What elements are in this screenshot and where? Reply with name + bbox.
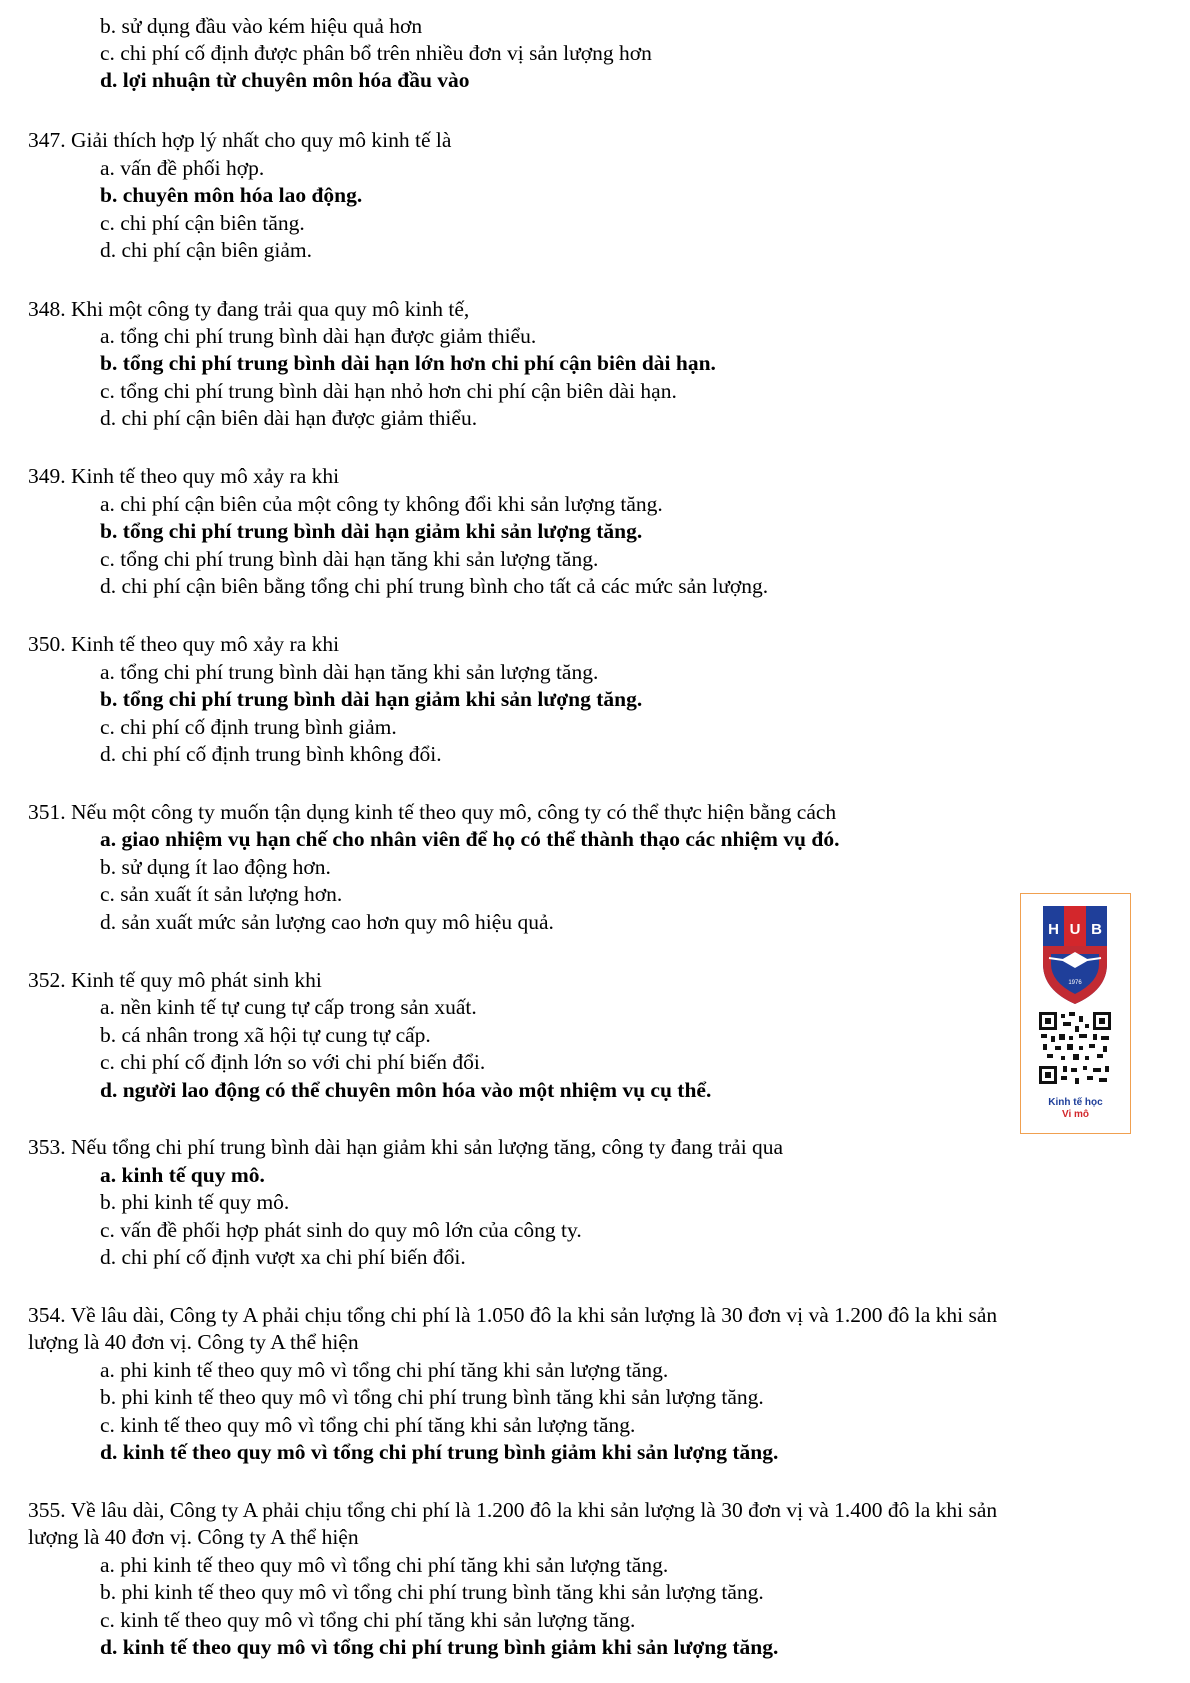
option-text: b. cá nhân trong xã hội tự cung tự cấp.	[100, 1023, 431, 1047]
option-text: c. tổng chi phí trung bình dài hạn tăng khi sản lượng tăng.	[100, 547, 599, 571]
option-text: a. tổng chi phí trung bình dài hạn được giảm thiểu.	[100, 324, 537, 348]
option-text: c. chi phí cận biên tăng.	[100, 211, 305, 235]
question-stem: 348. Khi một công ty đang trải qua quy mô kinh tế,	[28, 297, 470, 321]
option-text-answer: b. tổng chi phí trung bình dài hạn giảm khi sản lượng tăng.	[100, 687, 643, 711]
logo-letter-h: H	[1048, 921, 1059, 938]
option-text: d. sản xuất mức sản lượng cao hơn quy mô hiệu quả.	[100, 910, 554, 934]
option-text: a. nền kinh tế tự cung tự cấp trong sản xuất.	[100, 995, 477, 1019]
hub-logo-card	[1020, 893, 1131, 1134]
question-stem: 354. Về lâu dài, Công ty A phải chịu tổng chi phí là 1.050 đô la khi sản lượng là 30 đơn vị và 1.200 đô la khi sản	[28, 1303, 998, 1327]
option-text-answer: d. kinh tế theo quy mô vì tổng chi phí trung bình giảm khi sản lượng tăng.	[100, 1635, 779, 1659]
question-stem: 353. Nếu tổng chi phí trung bình dài hạn giảm khi sản lượng tăng, công ty đang trải qua	[28, 1135, 784, 1159]
question-stem: 355. Về lâu dài, Công ty A phải chịu tổng chi phí là 1.200 đô la khi sản lượng là 30 đơn vị và 1.400 đô la khi sản	[28, 1498, 998, 1522]
option-text: c. chi phí cố định lớn so với chi phí biến đổi.	[100, 1050, 486, 1074]
logo-caption-line1: Kinh tế học	[1048, 1097, 1103, 1108]
question-stem: 352. Kinh tế quy mô phát sinh khi	[28, 968, 322, 992]
option-text: b. phi kinh tế theo quy mô vì tổng chi phí trung bình tăng khi sản lượng tăng.	[100, 1580, 764, 1604]
option-text-answer: d. kinh tế theo quy mô vì tổng chi phí trung bình giảm khi sản lượng tăng.	[100, 1440, 779, 1464]
option-text-answer: b. tổng chi phí trung bình dài hạn lớn hơn chi phí cận biên dài hạn.	[100, 351, 716, 375]
option-text: b. sử dụng ít lao động hơn.	[100, 855, 331, 879]
option-text-answer: a. giao nhiệm vụ hạn chế cho nhân viên để họ có thể thành thạo các nhiệm vụ đó.	[100, 827, 840, 851]
option-text: d. chi phí cố định trung bình không đổi.	[100, 742, 442, 766]
option-text: c. kinh tế theo quy mô vì tổng chi phí tăng khi sản lượng tăng.	[100, 1413, 636, 1437]
option-text: c. sản xuất ít sản lượng hơn.	[100, 882, 343, 906]
option-text: b. phi kinh tế quy mô.	[100, 1190, 290, 1214]
option-text: c. chi phí cố định được phân bổ trên nhiều đơn vị sản lượng hơn	[100, 41, 652, 65]
question-stem-continued: lượng là 40 đơn vị. Công ty A thể hiện	[28, 1330, 359, 1354]
question-stem: 349. Kinh tế theo quy mô xảy ra khi	[28, 464, 340, 488]
option-text-answer: b. chuyên môn hóa lao động.	[100, 183, 363, 207]
logo-caption-line2: Vi mô	[1061, 1109, 1090, 1120]
question-stem: 347. Giải thích hợp lý nhất cho quy mô kinh tế là	[28, 128, 452, 152]
question-stem: 351. Nếu một công ty muốn tận dụng kinh tế theo quy mô, công ty có thể thực hiện bằng cách	[28, 800, 837, 824]
option-text: d. chi phí cận biên dài hạn được giảm thiểu.	[100, 406, 478, 430]
option-text: d. chi phí cận biên giảm.	[100, 238, 312, 262]
option-text: d. chi phí cố định vượt xa chi phí biến đổi.	[100, 1245, 466, 1269]
question-stem: 350. Kinh tế theo quy mô xảy ra khi	[28, 632, 340, 656]
option-text-answer: d. người lao động có thể chuyên môn hóa vào một nhiệm vụ cụ thể.	[100, 1078, 712, 1102]
qr-code-icon	[1039, 1012, 1111, 1084]
option-text: d. chi phí cận biên bằng tổng chi phí trung bình cho tất cả các mức sản lượng.	[100, 574, 769, 598]
option-text: c. vấn đề phối hợp phát sinh do quy mô lớn của công ty.	[100, 1218, 582, 1242]
option-text: a. phi kinh tế theo quy mô vì tổng chi phí tăng khi sản lượng tăng.	[100, 1553, 669, 1577]
option-text-answer: b. tổng chi phí trung bình dài hạn giảm khi sản lượng tăng.	[100, 519, 643, 543]
question-stem-continued: lượng là 40 đơn vị. Công ty A thể hiện	[28, 1525, 359, 1549]
option-text: a. chi phí cận biên của một công ty không đổi khi sản lượng tăng.	[100, 492, 663, 516]
logo-letter-b: B	[1091, 921, 1102, 938]
option-text: a. vấn đề phối hợp.	[100, 156, 265, 180]
option-text: a. tổng chi phí trung bình dài hạn tăng khi sản lượng tăng.	[100, 660, 599, 684]
logo-letter-u: U	[1069, 921, 1081, 938]
option-text: c. tổng chi phí trung bình dài hạn nhỏ hơn chi phí cận biên dài hạn.	[100, 379, 677, 403]
option-text: a. phi kinh tế theo quy mô vì tổng chi phí tăng khi sản lượng tăng.	[100, 1358, 669, 1382]
option-text-answer: d. lợi nhuận từ chuyên môn hóa đầu vào	[100, 68, 470, 92]
option-text: b. sử dụng đầu vào kém hiệu quả hơn	[100, 14, 423, 38]
option-text-answer: a. kinh tế quy mô.	[100, 1163, 265, 1187]
option-text: c. chi phí cố định trung bình giảm.	[100, 715, 397, 739]
option-text: c. kinh tế theo quy mô vì tổng chi phí tăng khi sản lượng tăng.	[100, 1608, 636, 1632]
option-text: b. phi kinh tế theo quy mô vì tổng chi phí trung bình tăng khi sản lượng tăng.	[100, 1385, 764, 1409]
logo-year: 1976	[1068, 980, 1082, 986]
